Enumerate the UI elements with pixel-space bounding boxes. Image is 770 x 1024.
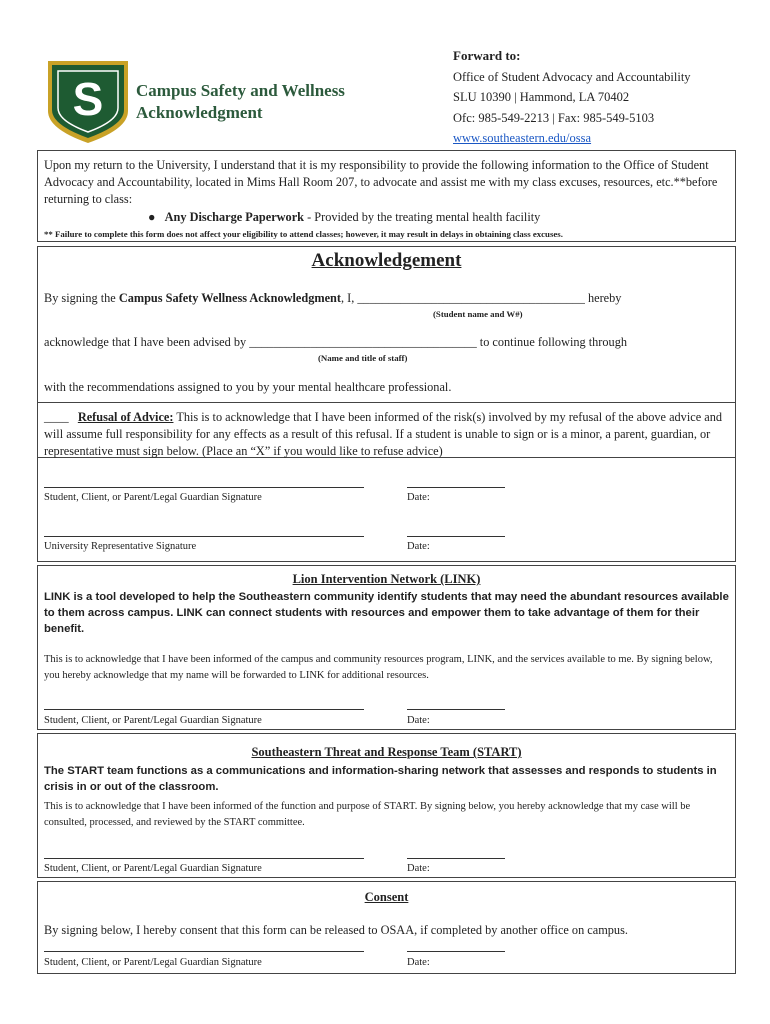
form-title: Campus Safety and Wellness Acknowledgment (136, 81, 345, 122)
start-box (37, 733, 736, 878)
link-signature-label: Student, Client, or Parent/Legal Guardian Signature (44, 715, 262, 726)
logo-letter: S (72, 73, 104, 125)
consent-date-label: Date: (407, 957, 430, 968)
start-signature-label: Student, Client, or Parent/Legal Guardian Signature (44, 863, 262, 874)
forward-to-label: Forward to: (453, 48, 521, 63)
start-acknowledgement-text: This is to acknowledge that I have been informed of the function and purpose of START. By signing below, you hereby acknowledge that my case will be consulted, processed, and reviewed by the START committee. (44, 801, 691, 828)
consent-text: By signing below, I hereby consent that this form can be released to OSAA, if completed by another office on campus. (44, 923, 628, 937)
representative-date-label: Date: (407, 541, 430, 552)
consent-date-line[interactable] (407, 951, 505, 952)
link-date-line[interactable] (407, 709, 505, 710)
acknowledgement-box (37, 246, 736, 562)
forward-to-block (453, 46, 691, 149)
office-phone-fax: Ofc: 985-549-2213 | Fax: 985-549-5103 (453, 110, 655, 125)
consent-box (37, 881, 736, 974)
discharge-paperwork-bullet: ● Any Discharge Paperwork - Provided by the treating mental health facility (148, 210, 541, 224)
link-signature-line[interactable] (44, 709, 364, 710)
consent-signature-label: Student, Client, or Parent/Legal Guardian Signature (44, 957, 262, 968)
intro-box (37, 150, 736, 242)
staff-name-sublabel: (Name and title of staff) (318, 353, 408, 363)
start-date-label: Date: (407, 863, 430, 874)
refusal-box (38, 402, 735, 458)
refusal-checkbox-blank[interactable]: ____ (44, 410, 69, 424)
consent-heading: Consent (364, 890, 409, 904)
start-heading: Southeastern Threat and Response Team (START) (251, 745, 522, 759)
student-date-line[interactable] (407, 487, 505, 488)
student-name-sublabel: (Student name and W#) (433, 309, 523, 319)
acknowledgement-heading: Acknowledgement (311, 250, 462, 271)
student-name-blank[interactable]: _____________________________________ (357, 291, 585, 305)
link-heading: Lion Intervention Network (LINK) (292, 572, 481, 586)
student-signature-label: Student, Client, or Parent/Legal Guardian Signature (44, 492, 262, 503)
office-address: SLU 10390 | Hammond, LA 70402 (453, 90, 630, 104)
office-website-link[interactable]: www.southeastern.edu/ossa (453, 131, 592, 145)
representative-date-line[interactable] (407, 536, 505, 537)
university-shield-logo (46, 59, 130, 145)
staff-name-line: acknowledge that I have been advised by _____________________________________ to continue following through (44, 335, 627, 349)
representative-signature-label: University Representative Signature (44, 541, 197, 552)
student-signature-line[interactable] (44, 487, 364, 488)
office-name: Office of Student Advocacy and Accountability (453, 69, 691, 84)
bullet-icon: ● (148, 210, 165, 224)
start-signature-line[interactable] (44, 858, 364, 859)
student-date-label: Date: (407, 492, 430, 503)
intro-paragraph: Upon my return to the University, I understand that it is my responsibility to provide the following information to the Office of Student Advocacy and Accountability, located in Mims Hall Room 207, to advocate and assist me with my class excuses, resources, etc.**before returning to class: (44, 158, 718, 206)
intro-footnote: ** Failure to complete this form does not affect your eligibility to attend classes; however, it may result in delays in obtaining class excuses. (44, 229, 563, 239)
representative-signature-line[interactable] (44, 536, 364, 537)
link-date-label: Date: (407, 715, 430, 726)
refusal-paragraph: ____ Refusal of Advice: This is to acknowledge that I have been informed of the risk(s) involved by my refusal of the above advice and will assume full responsibility for any effects as a result of this refusal. If a student is unable to sign or is a minor, a parent, guardian, or representative must sign below. (Place an “X” if you would like to refuse advice) (44, 410, 722, 458)
link-description: LINK is a tool developed to help the Southeastern community identify students that may need the abundant resources available to them across campus. LINK can connect students with resources and empower them to take advantage of them for their benefit. (44, 591, 729, 635)
recommendations-line: with the recommendations assigned to you by your mental healthcare professional. (44, 380, 452, 394)
start-date-line[interactable] (407, 858, 505, 859)
link-acknowledgement-text: This is to acknowledge that I have been informed of the campus and community resources program, LINK, and the services available to me. By signing below, you hereby acknowledge that my name will be forwarded to LINK for additional resources. (44, 654, 713, 681)
consent-signature-line[interactable] (44, 951, 364, 952)
link-box (37, 565, 736, 730)
student-name-line: By signing the Campus Safety Wellness Acknowledgment, I, _____________________________________ hereby (44, 291, 622, 305)
start-description: The START team functions as a communications and information-sharing network that assesses and responds to students in crisis in or out of the classroom. (44, 765, 717, 793)
staff-name-blank[interactable]: _____________________________________ (249, 335, 477, 349)
